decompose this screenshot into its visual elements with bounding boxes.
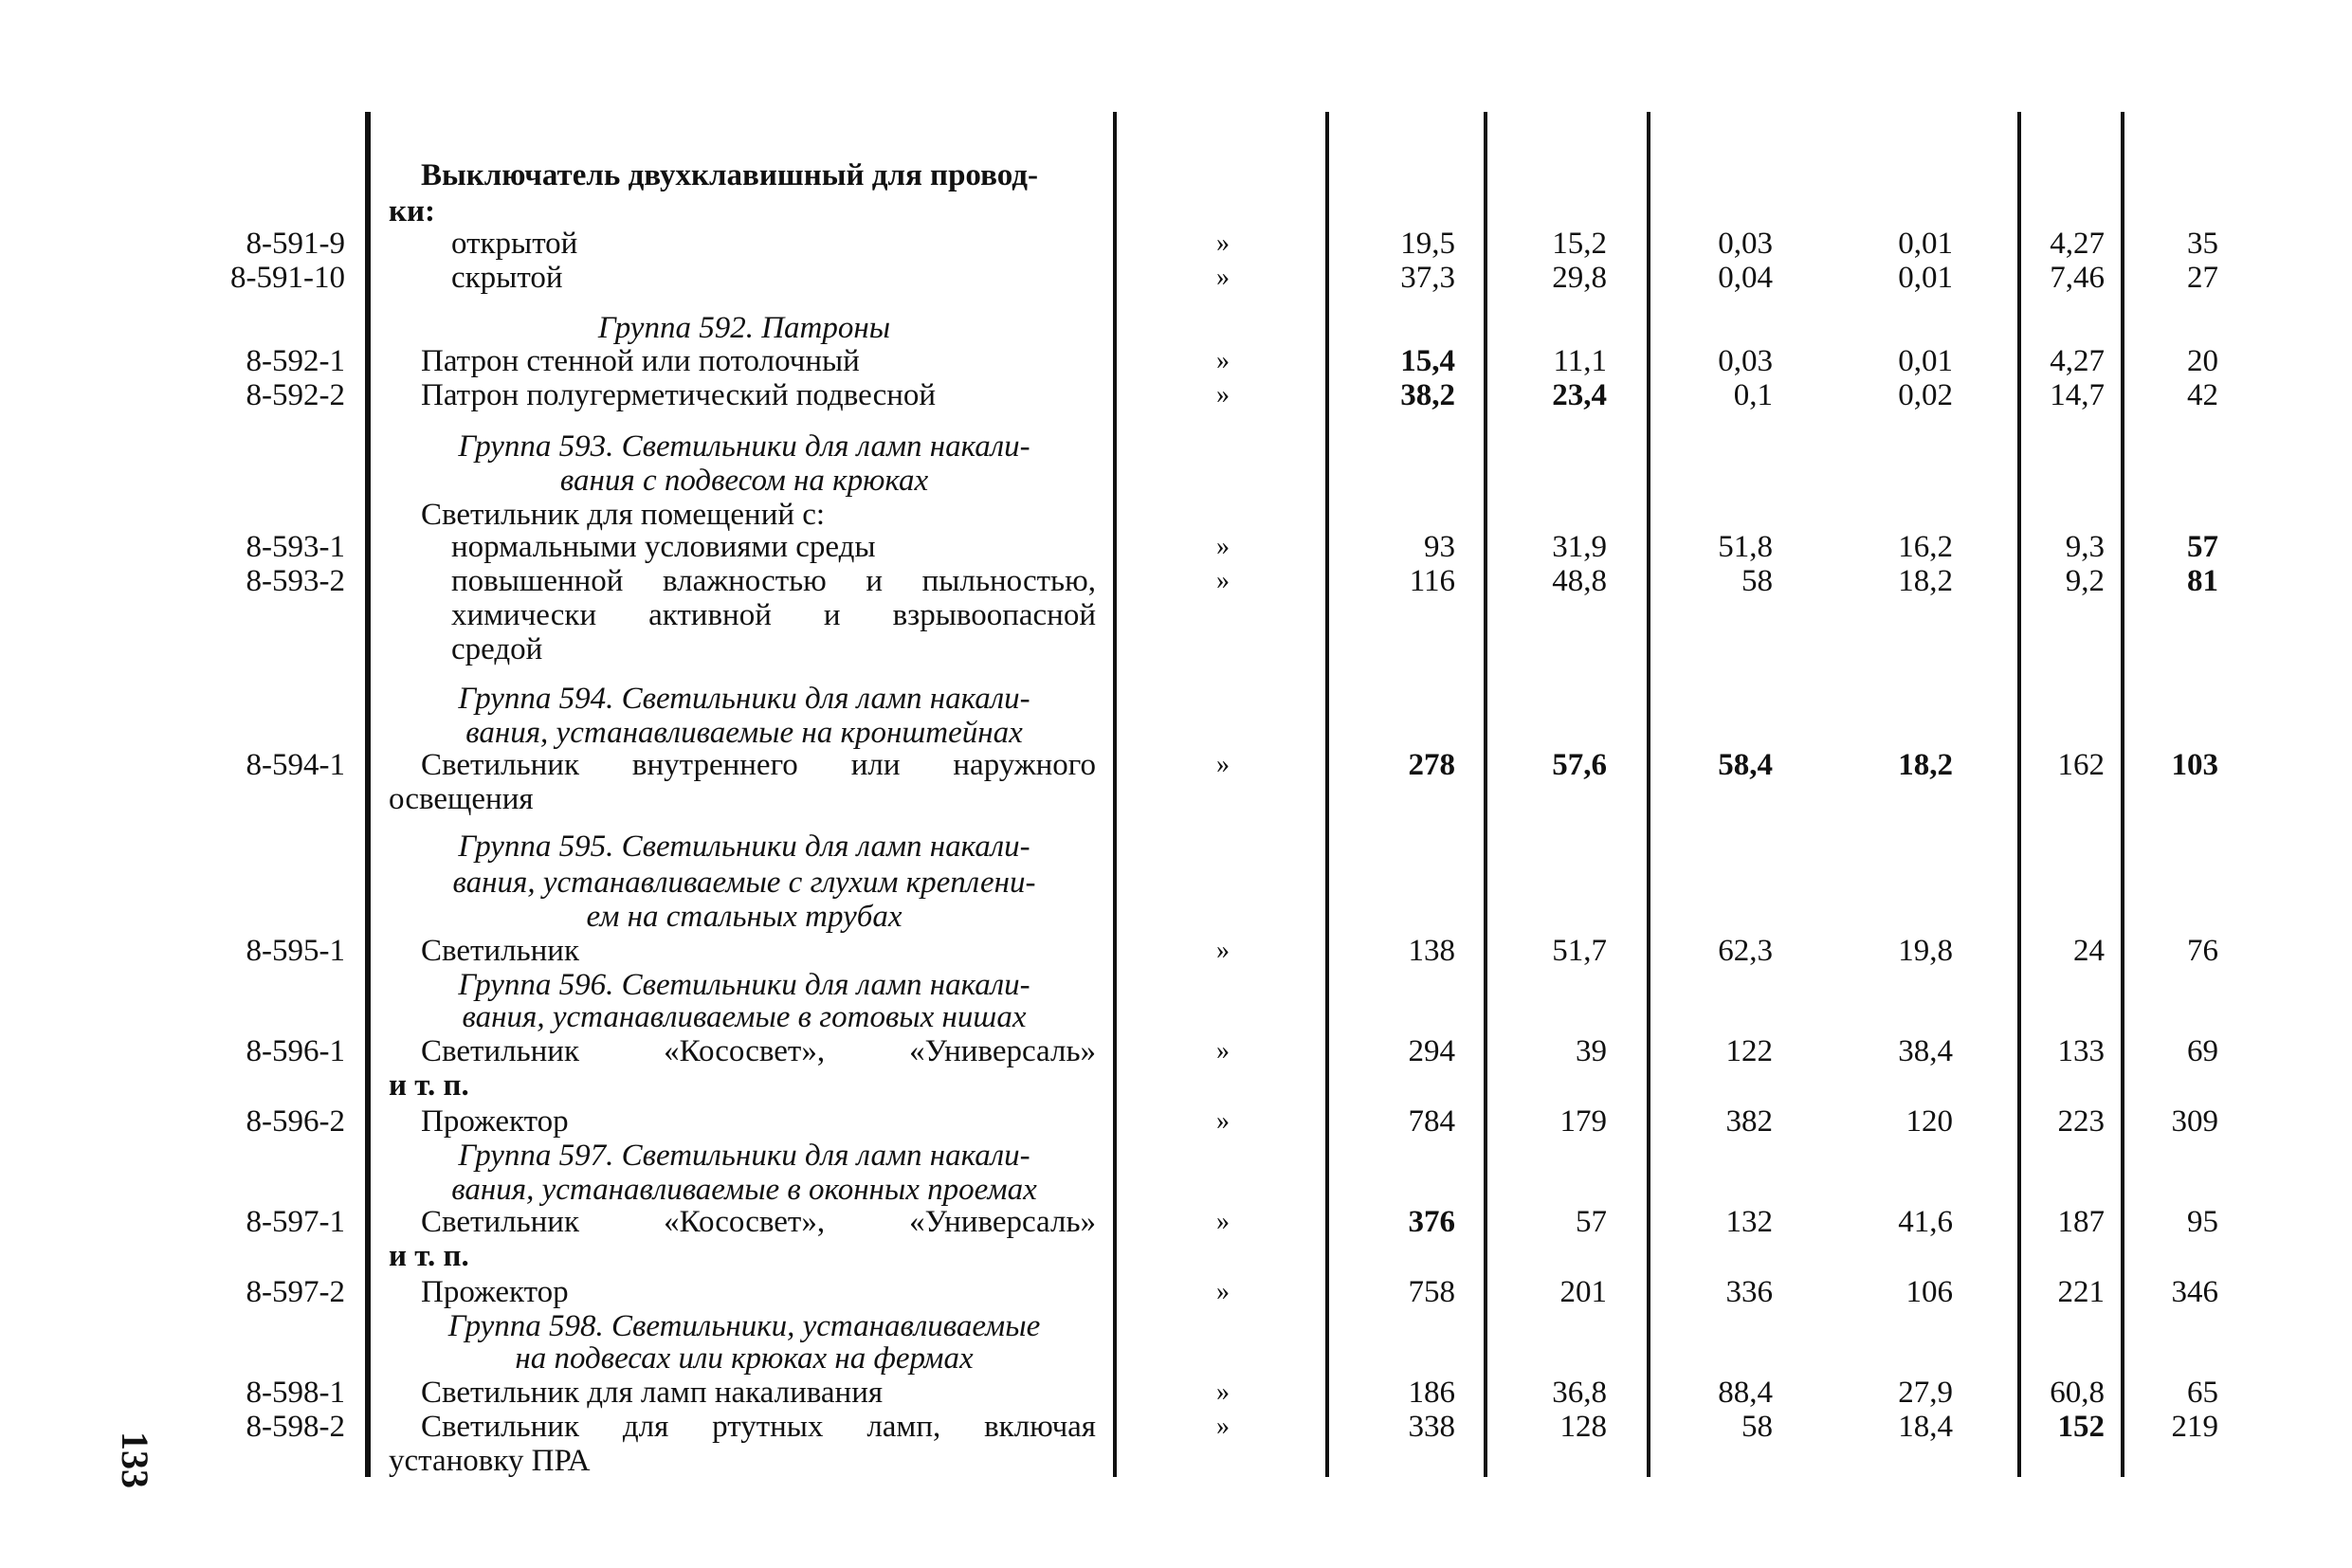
group-595-title-cont-2: ем на стальных трубах xyxy=(586,900,903,934)
value-col-1: 19,5 xyxy=(1400,227,1455,261)
value-col-5: 24 xyxy=(2073,934,2105,968)
value-col-5: 187 xyxy=(2057,1205,2105,1239)
row-continuation xyxy=(0,597,2352,633)
group-593-title: Группа 593. Светильники для ламп накали- xyxy=(458,429,1030,464)
value-col-3: 382 xyxy=(1725,1104,1773,1139)
table-row xyxy=(0,1033,2352,1069)
group-heading xyxy=(0,967,2352,1003)
value-col-1: 294 xyxy=(1408,1034,1455,1068)
item-description: Светильник «Кососвет», «Универсаль» xyxy=(421,1205,1096,1239)
value-col-3: 122 xyxy=(1725,1034,1773,1068)
item-code: 8-598-1 xyxy=(246,1376,345,1410)
value-col-2: 48,8 xyxy=(1552,564,1607,598)
item-description: Светильник xyxy=(421,934,579,968)
value-col-1: 116 xyxy=(1409,564,1455,598)
value-col-2: 39 xyxy=(1576,1034,1607,1068)
table-row xyxy=(0,260,2352,296)
value-col-6: 309 xyxy=(2171,1104,2218,1139)
table-row xyxy=(0,1409,2352,1445)
item-code: 8-597-2 xyxy=(246,1275,345,1309)
item-code: 8-596-1 xyxy=(246,1034,345,1068)
value-col-3: 62,3 xyxy=(1718,934,1773,968)
value-col-1: 93 xyxy=(1424,530,1455,564)
table-row xyxy=(0,1204,2352,1240)
value-col-3: 0,1 xyxy=(1733,378,1773,412)
value-col-3: 88,4 xyxy=(1718,1376,1773,1410)
value-col-2: 57 xyxy=(1576,1205,1607,1239)
item-code: 8-597-1 xyxy=(246,1205,345,1239)
group-593-title-cont: вания с подвесом на крюках xyxy=(559,464,929,498)
table-row xyxy=(0,1375,2352,1411)
item-code: 8-592-1 xyxy=(246,344,345,378)
value-col-6: 346 xyxy=(2171,1275,2218,1309)
row-continuation xyxy=(0,781,2352,817)
value-col-1: 38,2 xyxy=(1400,378,1455,412)
group-594-title-cont: вания, устанавливаемые на кронштейнах xyxy=(465,716,1023,750)
group-596-title: Группа 596. Светильники для ламп накали- xyxy=(458,968,1030,1002)
row-continuation xyxy=(0,631,2352,667)
table-row xyxy=(0,747,2352,783)
item-description-cont: и т. п. xyxy=(389,1239,469,1273)
item-description: нормальными условиями среды xyxy=(451,530,876,564)
item-description-cont: средой xyxy=(451,632,543,666)
value-col-4: 19,8 xyxy=(1898,934,1953,968)
value-col-5: 223 xyxy=(2057,1104,2105,1139)
value-col-2: 23,4 xyxy=(1552,378,1607,412)
value-col-6: 69 xyxy=(2187,1034,2218,1068)
group-598-title-cont: на подвесах или крюках на фермах xyxy=(515,1341,974,1376)
value-col-4: 120 xyxy=(1905,1104,1953,1139)
value-col-4: 16,2 xyxy=(1898,530,1953,564)
value-col-4: 18,4 xyxy=(1898,1410,1953,1444)
unit-mark: » xyxy=(1216,380,1230,410)
value-col-4: 106 xyxy=(1905,1275,1953,1309)
value-col-5: 9,2 xyxy=(2065,564,2105,598)
unit-mark: » xyxy=(1216,346,1230,375)
value-col-3: 58 xyxy=(1741,1410,1773,1444)
group-heading xyxy=(0,999,2352,1035)
group-heading xyxy=(0,1138,2352,1174)
table-row xyxy=(0,563,2352,599)
value-col-3: 58,4 xyxy=(1718,748,1773,782)
table-row xyxy=(0,1274,2352,1310)
table-row xyxy=(0,343,2352,379)
value-col-1: 376 xyxy=(1408,1205,1455,1239)
item-description-cont: и т. п. xyxy=(389,1068,469,1103)
item-description: скрытой xyxy=(451,261,563,295)
table-row xyxy=(0,933,2352,969)
value-col-2: 15,2 xyxy=(1552,227,1607,261)
value-col-6: 65 xyxy=(2187,1376,2218,1410)
value-col-2: 179 xyxy=(1559,1104,1607,1139)
unit-mark: » xyxy=(1216,532,1230,561)
item-code: 8-592-2 xyxy=(246,378,345,412)
value-col-4: 38,4 xyxy=(1898,1034,1953,1068)
unit-mark: » xyxy=(1216,1036,1230,1066)
value-col-3: 0,03 xyxy=(1718,344,1773,378)
group-598-title: Группа 598. Светильники, устанавливаемые xyxy=(447,1309,1041,1343)
value-col-6: 35 xyxy=(2187,227,2218,261)
page-number: 133 xyxy=(114,1431,156,1488)
unit-mark: » xyxy=(1216,750,1230,779)
value-col-6: 81 xyxy=(2187,564,2218,598)
value-col-4: 18,2 xyxy=(1898,564,1953,598)
group-heading xyxy=(0,1308,2352,1344)
unit-mark: » xyxy=(1216,263,1230,292)
header-line-2 xyxy=(0,193,2352,229)
value-col-2: 51,7 xyxy=(1552,934,1607,968)
group-593-intro: Светильник для помещений с: xyxy=(421,498,826,532)
item-code: 8-593-2 xyxy=(246,564,345,598)
item-code: 8-591-9 xyxy=(246,227,345,261)
value-col-3: 132 xyxy=(1725,1205,1773,1239)
unit-mark: » xyxy=(1216,566,1230,595)
table-row xyxy=(0,226,2352,262)
value-col-5: 7,46 xyxy=(2050,261,2105,295)
item-description: Светильник внутреннего или наружного xyxy=(421,748,1096,782)
unit-mark: » xyxy=(1216,936,1230,965)
value-col-4: 0,01 xyxy=(1898,227,1953,261)
item-description: Светильник для ламп накаливания xyxy=(421,1376,884,1410)
item-description: Прожектор xyxy=(421,1275,569,1309)
value-col-4: 27,9 xyxy=(1898,1376,1953,1410)
value-col-2: 36,8 xyxy=(1552,1376,1607,1410)
value-col-3: 0,03 xyxy=(1718,227,1773,261)
value-col-5: 221 xyxy=(2057,1275,2105,1309)
value-col-1: 784 xyxy=(1408,1104,1455,1139)
value-col-2: 201 xyxy=(1559,1275,1607,1309)
group-heading xyxy=(0,463,2352,499)
value-col-4: 0,01 xyxy=(1898,344,1953,378)
item-description: Патрон полугерметический подвесной xyxy=(421,378,937,412)
group-heading xyxy=(0,681,2352,717)
group-heading xyxy=(0,310,2352,346)
item-description: Прожектор xyxy=(421,1104,569,1139)
table-row xyxy=(0,377,2352,413)
value-col-3: 51,8 xyxy=(1718,530,1773,564)
group-heading xyxy=(0,865,2352,901)
value-col-5: 14,7 xyxy=(2050,378,2105,412)
value-col-6: 103 xyxy=(2171,748,2218,782)
value-col-1: 278 xyxy=(1408,748,1455,782)
value-col-6: 57 xyxy=(2187,530,2218,564)
table-row xyxy=(0,529,2352,565)
value-col-2: 31,9 xyxy=(1552,530,1607,564)
item-code: 8-596-2 xyxy=(246,1104,345,1139)
value-col-5: 152 xyxy=(2057,1410,2105,1444)
group-594-title: Группа 594. Светильники для ламп накали- xyxy=(458,682,1030,716)
item-code: 8-591-10 xyxy=(230,261,345,295)
value-col-1: 758 xyxy=(1408,1275,1455,1309)
group-intro xyxy=(0,497,2352,533)
value-col-5: 162 xyxy=(2057,748,2105,782)
group-heading xyxy=(0,715,2352,751)
group-heading xyxy=(0,899,2352,935)
value-col-2: 57,6 xyxy=(1552,748,1607,782)
value-col-5: 60,8 xyxy=(2050,1376,2105,1410)
item-description: Светильник «Кососвет», «Универсаль» xyxy=(421,1034,1096,1068)
unit-mark: » xyxy=(1216,1377,1230,1407)
item-description: повышенной влажностью и пыльностью, xyxy=(451,564,1096,598)
unit-mark: » xyxy=(1216,1277,1230,1306)
group-595-title-cont: вания, устанавливаемые с глухим креплени- xyxy=(452,866,1036,900)
value-col-5: 4,27 xyxy=(2050,227,2105,261)
value-col-2: 29,8 xyxy=(1552,261,1607,295)
group-592-title: Группа 592. Патроны xyxy=(597,311,891,345)
item-code: 8-598-2 xyxy=(246,1410,345,1444)
header-line-1 xyxy=(0,157,2352,193)
value-col-3: 0,04 xyxy=(1718,261,1773,295)
group-595-title: Группа 595. Светильники для ламп накали- xyxy=(458,830,1030,864)
value-col-5: 9,3 xyxy=(2065,530,2105,564)
value-col-1: 37,3 xyxy=(1400,261,1455,295)
value-col-6: 20 xyxy=(2187,344,2218,378)
value-col-3: 58 xyxy=(1741,564,1773,598)
item-description-cont: установку ПРА xyxy=(389,1444,591,1478)
group-heading xyxy=(0,1172,2352,1208)
group-597-title-cont: вания, устанавливаемые в оконных проемах xyxy=(451,1173,1037,1207)
value-col-5: 133 xyxy=(2057,1034,2105,1068)
value-col-4: 18,2 xyxy=(1898,748,1953,782)
value-col-6: 76 xyxy=(2187,934,2218,968)
item-description-cont: освещения xyxy=(389,782,534,816)
value-col-3: 336 xyxy=(1725,1275,1773,1309)
value-col-6: 42 xyxy=(2187,378,2218,412)
group-heading xyxy=(0,428,2352,465)
unit-mark: » xyxy=(1216,1106,1230,1136)
group-heading xyxy=(0,1340,2352,1377)
group-596-title-cont: вания, устанавливаемые в готовых нишах xyxy=(462,1000,1027,1034)
unit-mark: » xyxy=(1216,228,1230,258)
item-description: Светильник для ртутных ламп, включая xyxy=(421,1410,1096,1444)
value-col-1: 186 xyxy=(1408,1376,1455,1410)
value-col-6: 219 xyxy=(2171,1410,2218,1444)
row-continuation xyxy=(0,1238,2352,1274)
value-col-4: 41,6 xyxy=(1898,1205,1953,1239)
header-title: Выключатель двухклавишный для провод- xyxy=(421,158,1038,192)
table-row xyxy=(0,1103,2352,1140)
value-col-5: 4,27 xyxy=(2050,344,2105,378)
group-597-title: Группа 597. Светильники для ламп накали- xyxy=(458,1139,1030,1173)
item-description-cont: химически активной и взрывоопасной xyxy=(451,598,1096,632)
value-col-2: 11,1 xyxy=(1553,344,1607,378)
value-col-6: 95 xyxy=(2187,1205,2218,1239)
header-title-cont: ки: xyxy=(389,194,436,228)
unit-mark: » xyxy=(1216,1207,1230,1236)
item-description: открытой xyxy=(451,227,578,261)
unit-mark: » xyxy=(1216,1412,1230,1441)
group-heading xyxy=(0,829,2352,865)
row-continuation xyxy=(0,1443,2352,1479)
row-continuation xyxy=(0,1067,2352,1103)
value-col-4: 0,01 xyxy=(1898,261,1953,295)
value-col-6: 27 xyxy=(2187,261,2218,295)
value-col-1: 138 xyxy=(1408,934,1455,968)
value-col-1: 15,4 xyxy=(1400,344,1455,378)
value-col-4: 0,02 xyxy=(1898,378,1953,412)
item-code: 8-594-1 xyxy=(246,748,345,782)
item-description: Патрон стенной или потолочный xyxy=(421,344,860,378)
item-code: 8-593-1 xyxy=(246,530,345,564)
item-code: 8-595-1 xyxy=(246,934,345,968)
value-col-1: 338 xyxy=(1408,1410,1455,1444)
value-col-2: 128 xyxy=(1559,1410,1607,1444)
